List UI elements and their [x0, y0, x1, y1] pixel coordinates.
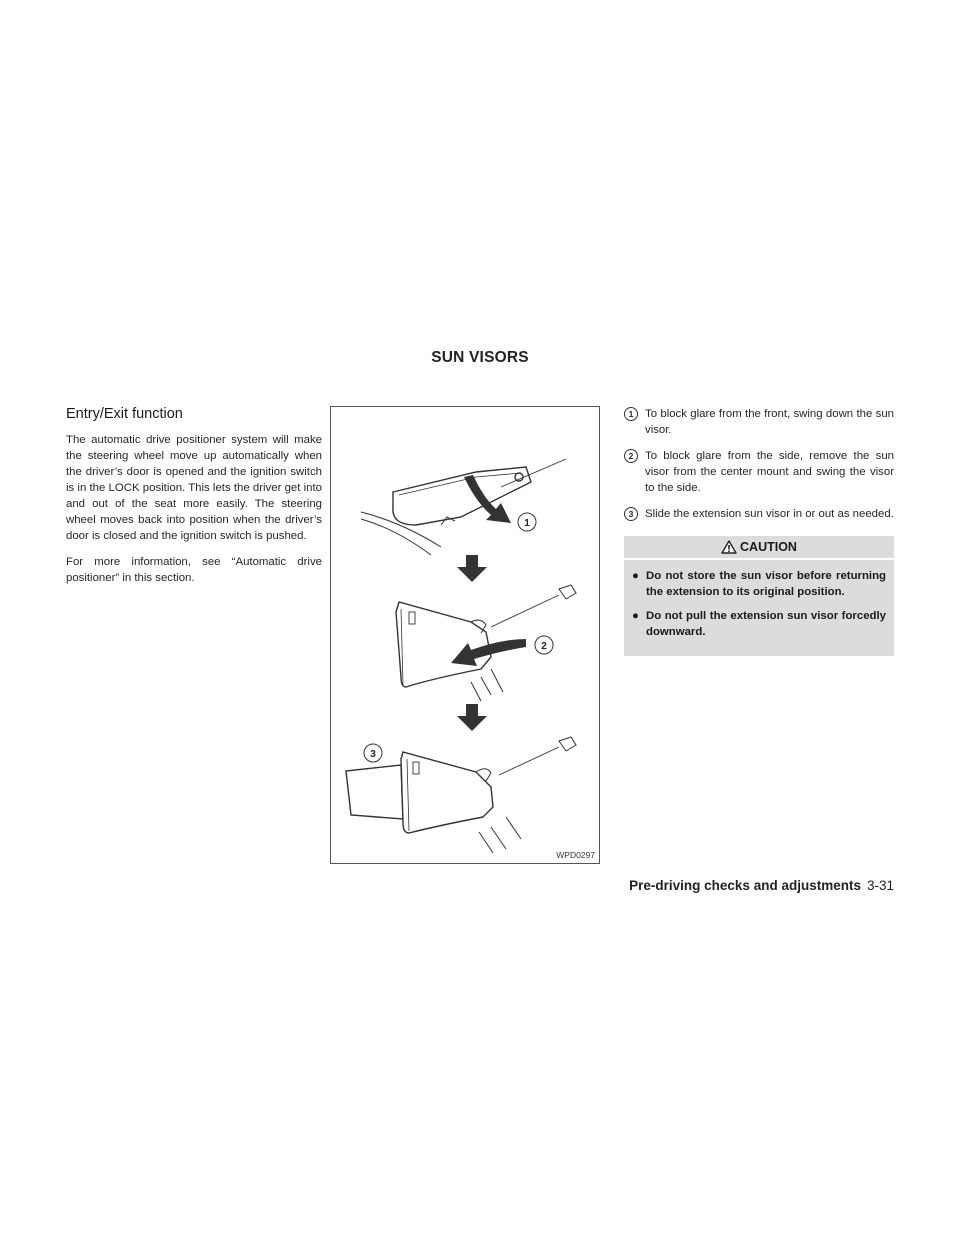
callout-3: [364, 744, 382, 762]
sun-visor-figure: [330, 406, 600, 864]
caution-item-2: [632, 608, 886, 640]
caution-item-text: Do not pull the extension sun visor forcedly downward.: [646, 610, 886, 638]
bullet-icon: ●: [632, 610, 639, 622]
step-3: [624, 506, 894, 522]
entry-exit-heading: Entry/Exit function: [66, 406, 183, 422]
entry-exit-paragraph-2: For more information, see “Automatic drive positioner” in this section.: [66, 556, 322, 584]
svg-text:2: 2: [541, 641, 547, 652]
step-number-badge: 3: [624, 506, 645, 522]
step-2: [624, 448, 894, 496]
step-number-badge: 2: [624, 448, 645, 496]
caution-item-text: Do not store the sun visor before returning the extension to its original position.: [646, 570, 886, 598]
step-number-badge: 1: [624, 406, 645, 438]
caution-box: [624, 536, 894, 656]
entry-exit-column: [66, 406, 322, 596]
callout-2: [535, 636, 553, 654]
footer-section-name: Pre-driving checks and adjustments: [629, 878, 861, 893]
sun-visor-illustration: [331, 407, 601, 865]
svg-text:3: 3: [370, 749, 376, 760]
steps-column: [624, 406, 894, 656]
step-1: [624, 406, 894, 438]
section-title: SUN VISORS: [431, 349, 529, 366]
warning-triangle-icon: [721, 540, 737, 554]
visor-stage-1: [361, 459, 566, 555]
svg-text:1: 1: [524, 518, 530, 529]
bullet-icon: ●: [632, 570, 639, 582]
figure-id: WPD0297: [556, 850, 595, 860]
step-text: Slide the extension sun visor in or out as needed.: [645, 508, 894, 520]
entry-exit-paragraph-1: The automatic drive positioner system will make the steering wheel move up automatically when the driver’s door is opened and the ignition switch is in the LOCK position. This lets the driver get into and out of the seat more easily. The steering wheel moves back into position when the driver’s door is closed and the ignition switch is pushed.: [66, 434, 322, 542]
down-arrow-1: [457, 555, 487, 582]
step-text: To block glare from the front, swing down the sun visor.: [645, 408, 894, 436]
page-footer: [629, 878, 894, 893]
page-number: 3-31: [866, 878, 894, 893]
caution-header: [624, 536, 894, 560]
down-arrow-2: [457, 704, 487, 731]
step-text: To block glare from the side, remove the sun visor from the center mount and swing the visor to the side.: [645, 450, 894, 494]
caution-item-1: [632, 568, 886, 600]
callout-1: [518, 513, 536, 531]
caution-title: CAUTION: [740, 540, 797, 554]
